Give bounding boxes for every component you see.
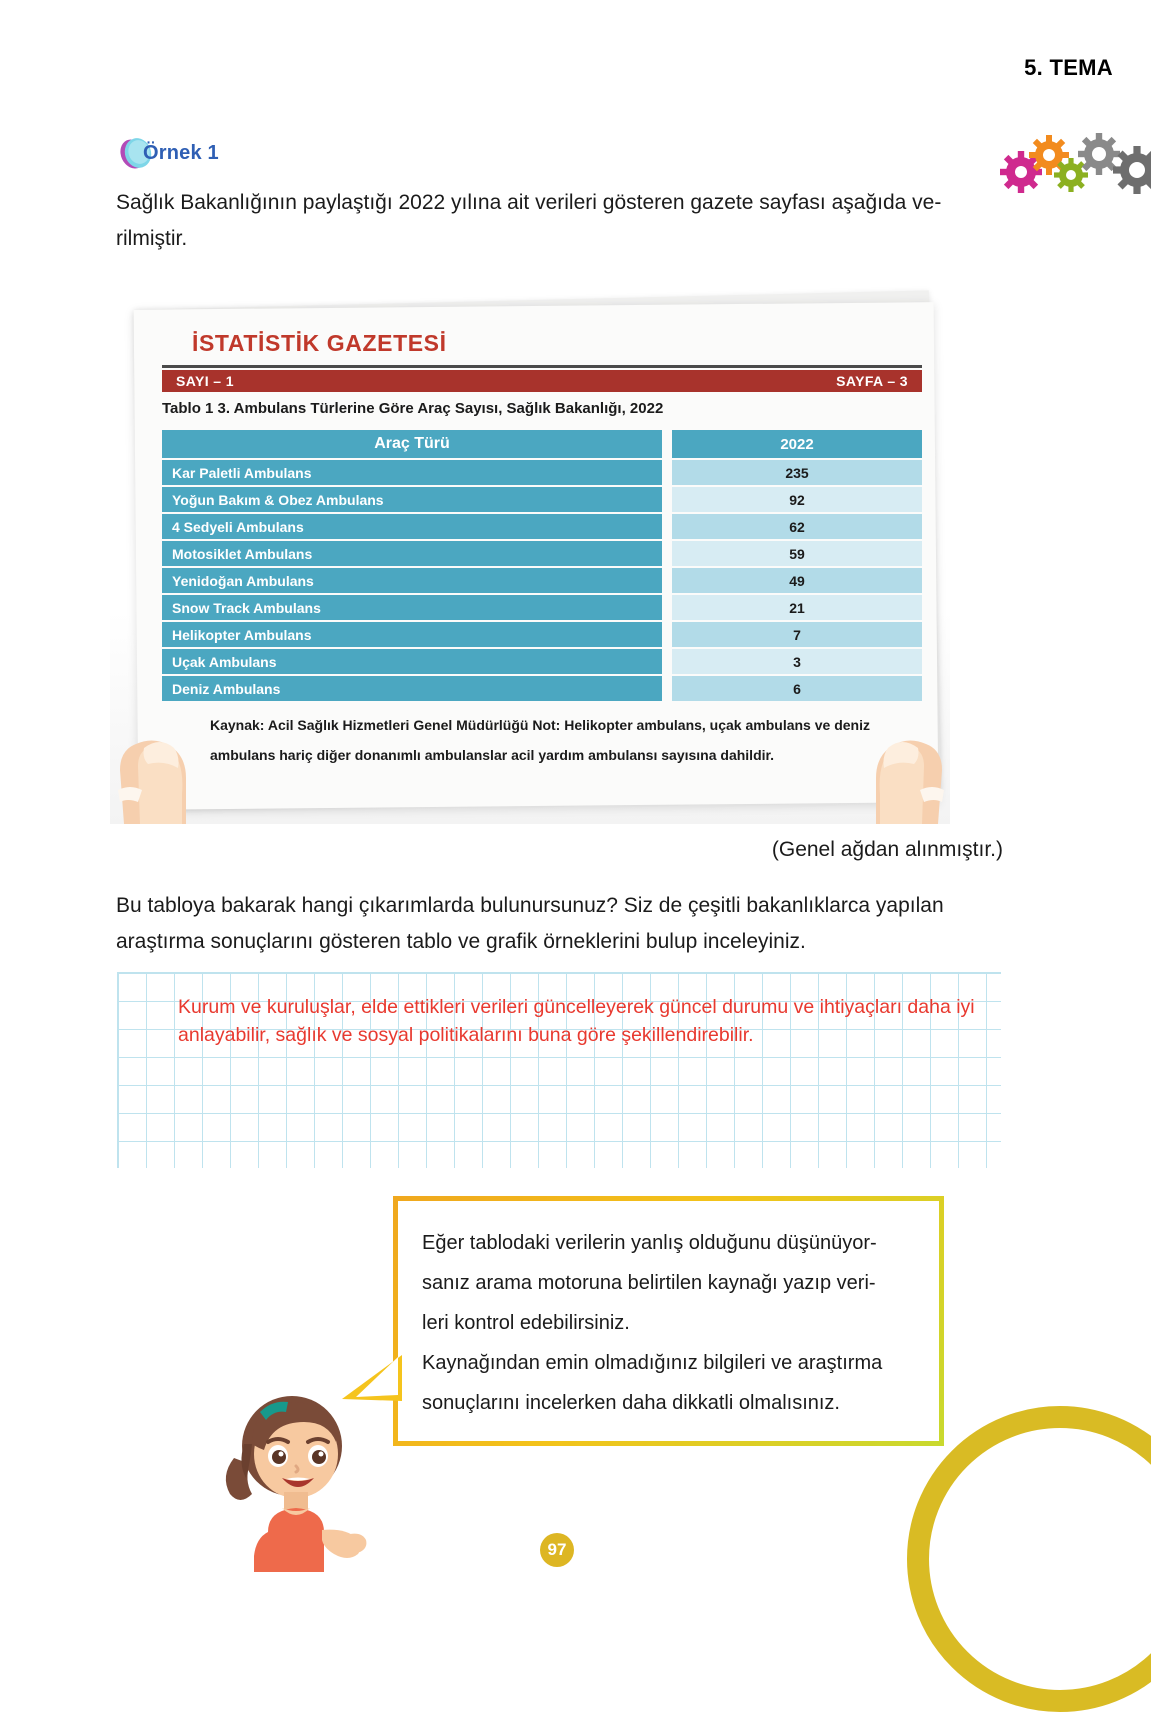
example-badge bbox=[119, 136, 219, 170]
question-paragraph: Bu tabloya bakarak hangi çıkarımlarda bulunursunuz? Siz de çeşitli bakanlıklarca yapılan araştırma sonuçlarını gösteren tablo ve grafik örneklerini bulup inceleyiniz. bbox=[116, 894, 944, 953]
hand-right-icon bbox=[862, 674, 948, 824]
row-label: Uçak Ambulans bbox=[162, 649, 662, 674]
cell-gap bbox=[662, 487, 672, 512]
row-value: 235 bbox=[672, 460, 922, 485]
newspaper-rule bbox=[162, 365, 922, 368]
row-label: 4 Sedyeli Ambulans bbox=[162, 514, 662, 539]
tip-line-1: Eğer tablodaki verilerin yanlış olduğunu düşünüyor- bbox=[422, 1232, 877, 1254]
table-row bbox=[162, 541, 922, 566]
girl-illustration bbox=[216, 1382, 376, 1572]
page-number-badge: 97 bbox=[540, 1533, 574, 1567]
newspaper-title: İSTATİSTİK GAZETESİ bbox=[192, 330, 447, 356]
table-row bbox=[162, 595, 922, 620]
cell-gap bbox=[662, 622, 672, 647]
column-header-name: Araç Türü bbox=[162, 430, 662, 458]
table-row bbox=[162, 568, 922, 593]
newspaper-page-label: SAYFA – 3 bbox=[836, 373, 908, 389]
row-value: 62 bbox=[672, 514, 922, 539]
row-value: 21 bbox=[672, 595, 922, 620]
cell-gap bbox=[662, 568, 672, 593]
row-label: Kar Paletli Ambulans bbox=[162, 460, 662, 485]
page-title: 5. TEMA bbox=[1024, 55, 1113, 80]
row-label: Helikopter Ambulans bbox=[162, 622, 662, 647]
hand-left-icon bbox=[114, 674, 200, 824]
row-value: 6 bbox=[672, 676, 922, 701]
answer-text: Kurum ve kuruluşlar, elde ettikleri verileri güncelleyerek güncel durumu ve ihtiyaçları daha iyi anlayabilir, sağlık ve sosyal politikalarını buna göre şekillendirebilir. bbox=[178, 996, 975, 1046]
row-label: Snow Track Ambulans bbox=[162, 595, 662, 620]
ambulance-table bbox=[162, 428, 922, 703]
table-row bbox=[162, 676, 922, 701]
cell-gap bbox=[662, 460, 672, 485]
newspaper-meta-bar bbox=[162, 370, 922, 392]
tip-line-5: sonuçlarını incelerken daha dikkatli olmalısınız. bbox=[422, 1392, 840, 1414]
tip-line-4: Kaynağından emin olmadığınız bilgileri ve araştırma bbox=[422, 1352, 883, 1374]
table-row bbox=[162, 514, 922, 539]
source-caption: (Genel ağdan alınmıştır.) bbox=[771, 838, 1003, 861]
column-header-value: 2022 bbox=[672, 430, 922, 458]
example-badge-label: Örnek 1 bbox=[143, 141, 219, 164]
newspaper-source-note: Kaynak: Acil Sağlık Hizmetleri Genel Müdürlüğü Not: Helikopter ambulans, uçak ambulans ve deniz ambulans hariç diğer donanımlı ambulanslar acil yardım ambulansı sayısına dahildir. bbox=[210, 717, 870, 763]
table-row bbox=[162, 622, 922, 647]
row-label: Motosiklet Ambulans bbox=[162, 541, 662, 566]
intro-paragraph: Sağlık Bakanlığının paylaştığı 2022 yılına ait verileri gösteren gazete sayfası aşağıda ve-rilmiştir. bbox=[116, 191, 942, 250]
cell-gap bbox=[662, 649, 672, 674]
row-value: 49 bbox=[672, 568, 922, 593]
table-body bbox=[162, 460, 922, 701]
table-caption: Tablo 1 3. Ambulans Türlerine Göre Araç Sayısı, Sağlık Bakanlığı, 2022 bbox=[162, 400, 664, 417]
row-label: Yoğun Bakım & Obez Ambulans bbox=[162, 487, 662, 512]
row-value: 92 bbox=[672, 487, 922, 512]
tip-speech-bubble bbox=[393, 1196, 944, 1446]
newspaper-photo bbox=[110, 292, 950, 824]
table-row bbox=[162, 649, 922, 674]
tip-bubble-text bbox=[422, 1223, 915, 1423]
row-label: Yenidoğan Ambulans bbox=[162, 568, 662, 593]
row-label: Deniz Ambulans bbox=[162, 676, 662, 701]
column-gap bbox=[662, 430, 672, 458]
gold-ring-decoration bbox=[907, 1406, 1151, 1712]
table-row bbox=[162, 487, 922, 512]
tip-line-3: leri kontrol edebilirsiniz. bbox=[422, 1312, 630, 1334]
gears-icon bbox=[991, 126, 1151, 198]
cell-gap bbox=[662, 541, 672, 566]
tip-line-2: sanız arama motoruna belirtilen kaynağı yazıp veri- bbox=[422, 1272, 876, 1294]
newspaper-content bbox=[140, 310, 935, 806]
table-header-row bbox=[162, 430, 922, 458]
cell-gap bbox=[662, 676, 672, 701]
cell-gap bbox=[662, 514, 672, 539]
row-value: 59 bbox=[672, 541, 922, 566]
table-row bbox=[162, 460, 922, 485]
newspaper-issue-label: SAYI – 1 bbox=[176, 373, 234, 389]
row-value: 7 bbox=[672, 622, 922, 647]
cell-gap bbox=[662, 595, 672, 620]
row-value: 3 bbox=[672, 649, 922, 674]
